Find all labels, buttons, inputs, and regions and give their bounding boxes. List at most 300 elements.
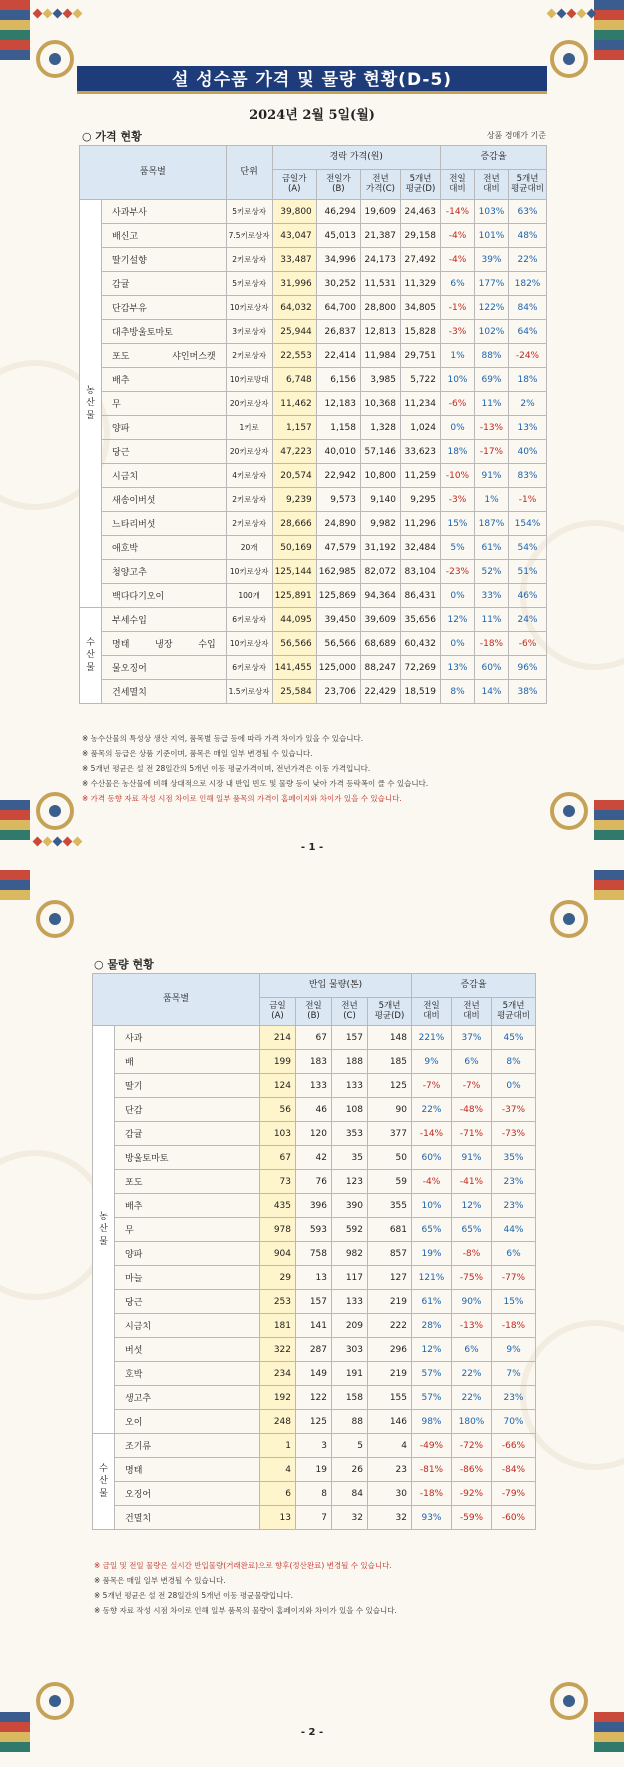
vs-prev-rate: 28%: [412, 1314, 452, 1338]
avg5-value: 30: [368, 1482, 412, 1506]
item-name: 감귤: [102, 272, 227, 296]
table-row: [80, 608, 547, 632]
prev-value: 39,450: [316, 608, 360, 632]
knot-ornament-icon: [36, 792, 74, 830]
vs-prev-rate: 61%: [412, 1290, 452, 1314]
prev-value: 64,700: [316, 296, 360, 320]
vs-avg5-rate: 0%: [492, 1074, 536, 1098]
today-value: 125,891: [272, 584, 316, 608]
footnote: ※ 5개년 평균은 설 전 28일간의 5개년 이동 평균물량입니다.: [94, 1591, 293, 1600]
vs-lastyear-rate: -71%: [452, 1122, 492, 1146]
footnote: ※ 농수산물의 특성상 생산 지역, 품목별 등급 등에 따라 가격 차이가 있을 수 있습니다.: [82, 734, 364, 743]
lastyear-value: 32: [332, 1506, 368, 1530]
prev-value: 8: [296, 1482, 332, 1506]
vs-prev-rate: 6%: [441, 272, 475, 296]
lastyear-value: 303: [332, 1338, 368, 1362]
item-name: 시금치: [115, 1314, 260, 1338]
avg5-value: 29,751: [401, 344, 441, 368]
avg5-value: 1,024: [401, 416, 441, 440]
lastyear-value: 11,531: [361, 272, 401, 296]
avg5-value: 127: [368, 1266, 412, 1290]
lastyear-value: 12,813: [361, 320, 401, 344]
table-row: [93, 1434, 536, 1458]
prev-value: 162,985: [316, 560, 360, 584]
item-name: 단감: [115, 1098, 260, 1122]
prev-value: 122: [296, 1386, 332, 1410]
item-name: 방울토마토: [115, 1146, 260, 1170]
today-value: 141,455: [272, 656, 316, 680]
avg5-value: 83,104: [401, 560, 441, 584]
avg5-value: 185: [368, 1050, 412, 1074]
prev-value: 149: [296, 1362, 332, 1386]
vs-prev-rate: -3%: [441, 320, 475, 344]
item-name: 버섯: [115, 1338, 260, 1362]
lastyear-value: 19,609: [361, 200, 401, 224]
lastyear-value: 9,140: [361, 488, 401, 512]
item-name: 호박: [115, 1362, 260, 1386]
vs-avg5-rate: -24%: [509, 344, 547, 368]
corner-stripes-bottom-left: [0, 1712, 30, 1767]
header-change-group: 증감율: [412, 974, 536, 998]
vs-lastyear-rate: 12%: [452, 1194, 492, 1218]
vs-avg5-rate: 23%: [492, 1170, 536, 1194]
vs-avg5-rate: 7%: [492, 1362, 536, 1386]
vs-lastyear-rate: 102%: [475, 320, 509, 344]
prev-value: 593: [296, 1218, 332, 1242]
unit-cell: 2키로상자: [226, 488, 272, 512]
table-row: [93, 1362, 536, 1386]
item-name: 생고추: [115, 1386, 260, 1410]
today-value: 13: [260, 1506, 296, 1530]
vs-avg5-rate: 46%: [509, 584, 547, 608]
item-name: 시금치: [102, 464, 227, 488]
lastyear-value: 188: [332, 1050, 368, 1074]
footnote: ※ 가격 동향 자료 작성 시점 차이로 인해 일부 품목의 가격이 홈페이지와 차이가 있을 수 있습니다.: [82, 794, 402, 803]
today-value: 73: [260, 1170, 296, 1194]
page-1: [0, 0, 624, 870]
vs-avg5-rate: -73%: [492, 1122, 536, 1146]
table-row: [80, 272, 547, 296]
prev-value: 46,294: [316, 200, 360, 224]
diamond-ornament: [548, 10, 595, 17]
vs-prev-rate: -4%: [441, 224, 475, 248]
vs-prev-rate: -49%: [412, 1434, 452, 1458]
today-value: 6: [260, 1482, 296, 1506]
item-name: 오징어: [115, 1482, 260, 1506]
vs-avg5-rate: 38%: [509, 680, 547, 704]
vs-prev-rate: -14%: [412, 1122, 452, 1146]
avg5-value: 35,656: [401, 608, 441, 632]
header-vs-prev: 전일 대비: [412, 998, 452, 1026]
vs-prev-rate: 9%: [412, 1050, 452, 1074]
item-name: 배추: [115, 1194, 260, 1218]
today-value: 67: [260, 1146, 296, 1170]
table-row: [93, 1482, 536, 1506]
unit-cell: 2키로상자: [226, 512, 272, 536]
item-name: 부세수입: [102, 608, 227, 632]
vs-lastyear-rate: 52%: [475, 560, 509, 584]
vs-prev-rate: 10%: [412, 1194, 452, 1218]
vs-lastyear-rate: -13%: [475, 416, 509, 440]
vs-lastyear-rate: -13%: [452, 1314, 492, 1338]
avg5-value: 4: [368, 1434, 412, 1458]
table-row: [80, 584, 547, 608]
table-row: [80, 488, 547, 512]
price-section-heading: ○ 가격 현황: [82, 130, 142, 143]
today-value: 11,462: [272, 392, 316, 416]
lastyear-value: 11,984: [361, 344, 401, 368]
lastyear-value: 191: [332, 1362, 368, 1386]
prev-value: 183: [296, 1050, 332, 1074]
prev-value: 22,414: [316, 344, 360, 368]
today-value: 248: [260, 1410, 296, 1434]
lastyear-value: 353: [332, 1122, 368, 1146]
lastyear-value: 9,982: [361, 512, 401, 536]
vs-lastyear-rate: 65%: [452, 1218, 492, 1242]
vs-avg5-rate: 70%: [492, 1410, 536, 1434]
avg5-value: 18,519: [401, 680, 441, 704]
vs-lastyear-rate: 180%: [452, 1410, 492, 1434]
prev-value: 7: [296, 1506, 332, 1530]
category-label: 농 산 물: [80, 200, 102, 608]
price-table: [79, 145, 547, 704]
vs-lastyear-rate: -86%: [452, 1458, 492, 1482]
prev-value: 133: [296, 1074, 332, 1098]
table-row: [93, 1194, 536, 1218]
today-value: 25,584: [272, 680, 316, 704]
prev-value: 9,573: [316, 488, 360, 512]
table-row: [80, 512, 547, 536]
today-value: 192: [260, 1386, 296, 1410]
vs-avg5-rate: -60%: [492, 1506, 536, 1530]
avg5-value: 681: [368, 1218, 412, 1242]
prev-value: 758: [296, 1242, 332, 1266]
header-vs-avg5: 5개년 평균대비: [509, 170, 547, 200]
lastyear-value: 88,247: [361, 656, 401, 680]
lastyear-value: 209: [332, 1314, 368, 1338]
table-row: [93, 1410, 536, 1434]
item-name: 새송이버섯: [102, 488, 227, 512]
avg5-value: 11,329: [401, 272, 441, 296]
avg5-value: 72,269: [401, 656, 441, 680]
lastyear-value: 84: [332, 1482, 368, 1506]
lastyear-value: 82,072: [361, 560, 401, 584]
vs-prev-rate: 60%: [412, 1146, 452, 1170]
vs-lastyear-rate: 69%: [475, 368, 509, 392]
header-prev: 전일가 (B): [316, 170, 360, 200]
header-today: 금일 (A): [260, 998, 296, 1026]
table-row: [93, 1074, 536, 1098]
item-name: 오이: [115, 1410, 260, 1434]
avg5-value: 296: [368, 1338, 412, 1362]
corner-stripes-top-right: [594, 870, 624, 930]
table-row: [80, 440, 547, 464]
vs-avg5-rate: -6%: [509, 632, 547, 656]
table-row: [93, 1242, 536, 1266]
avg5-value: 9,295: [401, 488, 441, 512]
item-name: 배신고: [102, 224, 227, 248]
item-name: 사과: [115, 1026, 260, 1050]
avg5-value: 59: [368, 1170, 412, 1194]
prev-value: 3: [296, 1434, 332, 1458]
avg5-value: 11,296: [401, 512, 441, 536]
vs-prev-rate: 0%: [441, 416, 475, 440]
lastyear-value: 133: [332, 1290, 368, 1314]
table-row: [80, 248, 547, 272]
vs-lastyear-rate: -48%: [452, 1098, 492, 1122]
avg5-value: 24,463: [401, 200, 441, 224]
avg5-value: 146: [368, 1410, 412, 1434]
vs-avg5-rate: 23%: [492, 1386, 536, 1410]
lastyear-value: 3,985: [361, 368, 401, 392]
header-vs-prev: 전일 대비: [441, 170, 475, 200]
today-value: 322: [260, 1338, 296, 1362]
item-name: 포도 샤인머스캣: [102, 344, 227, 368]
vs-avg5-rate: 51%: [509, 560, 547, 584]
header-price-group: 경락 가격(원): [272, 146, 440, 170]
header-vs-lastyear: 전년 대비: [475, 170, 509, 200]
header-vs-avg5: 5개년 평균대비: [492, 998, 536, 1026]
vs-lastyear-rate: -72%: [452, 1434, 492, 1458]
volume-footnotes: [94, 1558, 397, 1618]
lastyear-value: 10,800: [361, 464, 401, 488]
corner-stripes-top-left: [0, 870, 30, 930]
table-row: [93, 1050, 536, 1074]
vs-lastyear-rate: 33%: [475, 584, 509, 608]
prev-value: 125,869: [316, 584, 360, 608]
vs-avg5-rate: 64%: [509, 320, 547, 344]
avg5-value: 50: [368, 1146, 412, 1170]
vs-lastyear-rate: 11%: [475, 392, 509, 416]
vs-avg5-rate: 6%: [492, 1242, 536, 1266]
table-row: [80, 680, 547, 704]
prev-value: 125,000: [316, 656, 360, 680]
report-date: 2024년 2월 5일(월): [249, 108, 375, 123]
today-value: 103: [260, 1122, 296, 1146]
avg5-value: 11,259: [401, 464, 441, 488]
item-name: 배추: [102, 368, 227, 392]
avg5-value: 23: [368, 1458, 412, 1482]
today-value: 435: [260, 1194, 296, 1218]
vs-avg5-rate: 22%: [509, 248, 547, 272]
vs-prev-rate: -81%: [412, 1458, 452, 1482]
vs-prev-rate: -6%: [441, 392, 475, 416]
lastyear-value: 123: [332, 1170, 368, 1194]
today-value: 9,239: [272, 488, 316, 512]
knot-ornament-icon: [36, 40, 74, 78]
today-value: 22,553: [272, 344, 316, 368]
table-row: [80, 392, 547, 416]
today-value: 29: [260, 1266, 296, 1290]
today-value: 214: [260, 1026, 296, 1050]
vs-lastyear-rate: 60%: [475, 656, 509, 680]
table-row: [93, 1170, 536, 1194]
item-name: 명태: [115, 1458, 260, 1482]
avg5-value: 148: [368, 1026, 412, 1050]
prev-value: 125: [296, 1410, 332, 1434]
vs-prev-rate: 19%: [412, 1242, 452, 1266]
vs-avg5-rate: -79%: [492, 1482, 536, 1506]
lastyear-value: 133: [332, 1074, 368, 1098]
prev-value: 45,013: [316, 224, 360, 248]
prev-value: 6,156: [316, 368, 360, 392]
lastyear-value: 57,146: [361, 440, 401, 464]
price-footnotes: [82, 731, 428, 806]
lastyear-value: 24,173: [361, 248, 401, 272]
header-item: 품목별: [93, 974, 260, 1026]
table-row: [93, 1146, 536, 1170]
vs-avg5-rate: -77%: [492, 1266, 536, 1290]
volume-table: [92, 973, 536, 1530]
table-row: [93, 1122, 536, 1146]
table-row: [80, 320, 547, 344]
vs-prev-rate: 18%: [441, 440, 475, 464]
table-row: [93, 1290, 536, 1314]
lastyear-value: 22,429: [361, 680, 401, 704]
lastyear-value: 10,368: [361, 392, 401, 416]
vs-avg5-rate: 24%: [509, 608, 547, 632]
vs-lastyear-rate: 14%: [475, 680, 509, 704]
vs-avg5-rate: 45%: [492, 1026, 536, 1050]
item-name: 건멸치: [115, 1506, 260, 1530]
prev-value: 67: [296, 1026, 332, 1050]
vs-lastyear-rate: 22%: [452, 1386, 492, 1410]
vs-avg5-rate: 83%: [509, 464, 547, 488]
lastyear-value: 94,364: [361, 584, 401, 608]
vs-prev-rate: -7%: [412, 1074, 452, 1098]
knot-ornament-icon: [550, 1682, 588, 1720]
vs-lastyear-rate: 1%: [475, 488, 509, 512]
vs-prev-rate: 0%: [441, 632, 475, 656]
item-name: 무: [115, 1218, 260, 1242]
lastyear-value: 157: [332, 1026, 368, 1050]
prev-value: 24,890: [316, 512, 360, 536]
item-name: 딸기: [115, 1074, 260, 1098]
vs-lastyear-rate: 6%: [452, 1050, 492, 1074]
table-row: [80, 200, 547, 224]
table-row: [80, 416, 547, 440]
lastyear-value: 35: [332, 1146, 368, 1170]
vs-lastyear-rate: 101%: [475, 224, 509, 248]
today-value: 181: [260, 1314, 296, 1338]
vs-lastyear-rate: -59%: [452, 1506, 492, 1530]
prev-value: 120: [296, 1122, 332, 1146]
vs-prev-rate: 13%: [441, 656, 475, 680]
vs-lastyear-rate: 22%: [452, 1362, 492, 1386]
today-value: 25,944: [272, 320, 316, 344]
footnote: ※ 동향 자료 작성 시점 차이로 인해 일부 품목의 물량이 홈페이지와 차이가 있을 수 있습니다.: [94, 1606, 397, 1615]
vs-avg5-rate: 18%: [509, 368, 547, 392]
table-row: [93, 1218, 536, 1242]
vs-avg5-rate: -1%: [509, 488, 547, 512]
header-avg5: 5개년 평균(D): [368, 998, 412, 1026]
table-row: [80, 560, 547, 584]
today-value: 234: [260, 1362, 296, 1386]
vs-prev-rate: 98%: [412, 1410, 452, 1434]
vs-prev-rate: 221%: [412, 1026, 452, 1050]
vs-avg5-rate: -18%: [492, 1314, 536, 1338]
vs-avg5-rate: 96%: [509, 656, 547, 680]
item-name: 건세멸치: [102, 680, 227, 704]
avg5-value: 11,234: [401, 392, 441, 416]
item-name: 감귤: [115, 1122, 260, 1146]
table-row: [80, 656, 547, 680]
today-value: 253: [260, 1290, 296, 1314]
today-value: 124: [260, 1074, 296, 1098]
vs-prev-rate: -4%: [441, 248, 475, 272]
page-2: [0, 870, 624, 1767]
today-value: 33,487: [272, 248, 316, 272]
vs-avg5-rate: 35%: [492, 1146, 536, 1170]
vs-prev-rate: 121%: [412, 1266, 452, 1290]
vs-avg5-rate: 40%: [509, 440, 547, 464]
vs-lastyear-rate: -41%: [452, 1170, 492, 1194]
vs-prev-rate: 57%: [412, 1386, 452, 1410]
unit-cell: 2키로상자: [226, 248, 272, 272]
vs-prev-rate: 15%: [441, 512, 475, 536]
today-value: 6,748: [272, 368, 316, 392]
vs-lastyear-rate: -8%: [452, 1242, 492, 1266]
table-row: [93, 1266, 536, 1290]
item-name: 무: [102, 392, 227, 416]
prev-value: 157: [296, 1290, 332, 1314]
avg5-value: 155: [368, 1386, 412, 1410]
avg5-value: 355: [368, 1194, 412, 1218]
header-item: 품목별: [80, 146, 227, 200]
table-row: [80, 368, 547, 392]
header-lastyear: 전년 (C): [332, 998, 368, 1026]
unit-cell: 4키로상자: [226, 464, 272, 488]
item-name: 포도: [115, 1170, 260, 1194]
lastyear-value: 5: [332, 1434, 368, 1458]
vs-prev-rate: 8%: [441, 680, 475, 704]
prev-value: 141: [296, 1314, 332, 1338]
vs-lastyear-rate: -75%: [452, 1266, 492, 1290]
today-value: 978: [260, 1218, 296, 1242]
prev-value: 46: [296, 1098, 332, 1122]
corner-stripes-bottom-right: [594, 1712, 624, 1767]
lastyear-value: 31,192: [361, 536, 401, 560]
item-name: 대추방울토마토: [102, 320, 227, 344]
vs-lastyear-rate: 39%: [475, 248, 509, 272]
prev-value: 396: [296, 1194, 332, 1218]
avg5-value: 90: [368, 1098, 412, 1122]
header-volume-group: 반입 물량(톤): [260, 974, 412, 998]
vs-prev-rate: -14%: [441, 200, 475, 224]
unit-cell: 20키로상자: [226, 440, 272, 464]
header-unit: 단위: [226, 146, 272, 200]
unit-cell: 3키로상자: [226, 320, 272, 344]
avg5-value: 219: [368, 1290, 412, 1314]
item-name: 사과부사: [102, 200, 227, 224]
today-value: 44,095: [272, 608, 316, 632]
vs-avg5-rate: 13%: [509, 416, 547, 440]
vs-avg5-rate: 48%: [509, 224, 547, 248]
page-number: - 2 -: [300, 1727, 324, 1738]
table-row: [93, 1506, 536, 1530]
vs-prev-rate: -4%: [412, 1170, 452, 1194]
vs-avg5-rate: 182%: [509, 272, 547, 296]
knot-ornament-icon: [550, 900, 588, 938]
lastyear-value: 1,328: [361, 416, 401, 440]
vs-lastyear-rate: 61%: [475, 536, 509, 560]
lastyear-value: 68,689: [361, 632, 401, 656]
table-row: [93, 1026, 536, 1050]
prev-value: 47,579: [316, 536, 360, 560]
item-name: 조기류: [115, 1434, 260, 1458]
header-vs-lastyear: 전년 대비: [452, 998, 492, 1026]
prev-value: 13: [296, 1266, 332, 1290]
